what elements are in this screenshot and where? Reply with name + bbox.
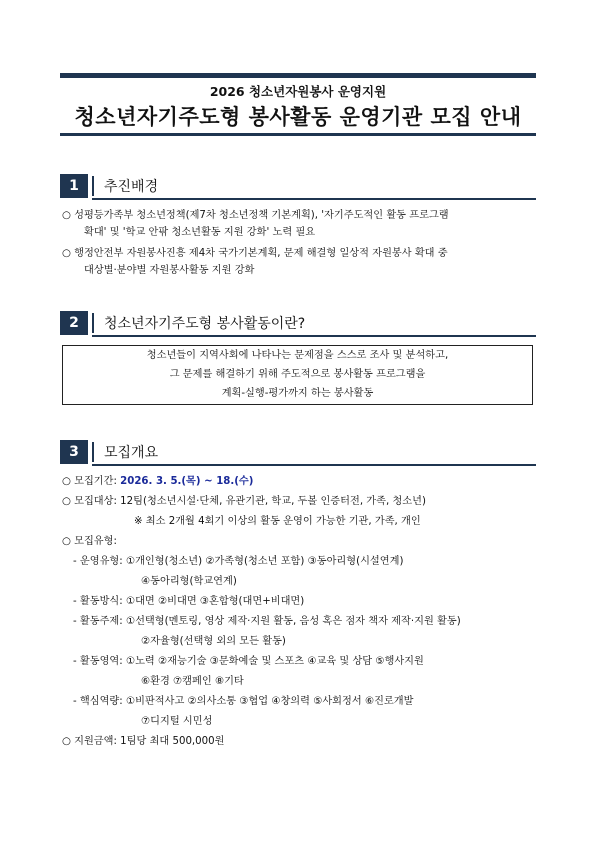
background-item-1-line-2: 확대' 및 '학교 안팎 청소년활동 지원 강화' 노력 필요 <box>84 227 316 238</box>
recruitment-target: ○ 모집대상: 12팀(청소년시설·단체, 유관기관, 학교, 두볼 인증터전, 가족, 청소년) <box>62 496 426 507</box>
section-2-label: 청소년자기주도형 봉사활동이란? <box>104 316 306 332</box>
recruitment-target-note: ※ 최소 2개월 4회기 이상의 활동 운영이 가능한 기관, 가족, 개인 <box>134 516 421 527</box>
section-3-header <box>92 440 536 466</box>
doc-subtitle: 2026 청소년자원봉사 운영지원 <box>209 84 387 99</box>
header-bottom-rule <box>60 133 536 136</box>
section-2-header <box>92 311 536 337</box>
definition-line-3: 계획-실행-평가까지 하는 봉사활동 <box>221 388 374 399</box>
activity-subject-line-2: ②자율형(선택형 외의 모든 활동) <box>141 636 286 647</box>
recruitment-period-label: ○ 모집기간: <box>62 476 121 487</box>
section-2-number: 2 <box>60 311 88 335</box>
section-divider <box>92 313 94 333</box>
recruitment-types-header: ○ 모집유형: <box>62 536 117 547</box>
activity-area-line-2: ⑥환경 ⑦캠페인 ⑧기타 <box>141 676 244 687</box>
section-3-label: 모집개요 <box>104 445 159 461</box>
section-3-number: 3 <box>60 440 88 464</box>
activity-subject-line-1: - 활동주제: ①선택형(멘토링, 영상 제작·지원 활동, 음성 혹은 점자 책자 제작·지원 활동) <box>73 616 461 627</box>
background-item-2-line-2: 대상별·분야별 자원봉사활동 지원 강화 <box>84 265 255 276</box>
background-item-2-line-1: ○ 행정안전부 자원봉사진흥 제4차 국가기본계획, 문제 해결형 일상적 자원봉사 확대 중 <box>62 248 448 259</box>
section-divider <box>92 442 94 462</box>
definition-line-1: 청소년들이 지역사회에 나타나는 문제점을 스스로 조사 및 분석하고, <box>146 350 449 361</box>
activity-area-line-1: - 활동영역: ①노력 ②재능기술 ③문화예술 및 스포츠 ④교육 및 상담 ⑤행사지원 <box>73 656 424 667</box>
support-amount: ○ 지원금액: 1팀당 최대 500,000원 <box>62 736 225 747</box>
operation-type-line-1: - 운영유형: ①개인형(청소년) ②가족형(청소년 포함) ③동아리형(시설연계) <box>73 556 404 567</box>
section-divider <box>92 176 94 196</box>
background-item-1-line-1: ○ 성평등가족부 청소년정책(제7차 청소년정책 기본계획), '자기주도적인 활동 프로그램 <box>62 210 449 221</box>
operation-type-line-2: ④동아리형(학교연계) <box>141 576 237 587</box>
section-1-header <box>92 174 536 200</box>
header-top-rule <box>60 73 536 78</box>
recruitment-period-value: 2026. 3. 5.(목) ~ 18.(수) <box>120 476 254 487</box>
recruitment-period <box>62 475 253 489</box>
activity-method: - 활동방식: ①대면 ②비대면 ③혼합형(대면+비대면) <box>73 596 305 607</box>
doc-title: 청소년자기주도형 봉사활동 운영기관 모집 안내 <box>74 105 522 129</box>
core-competency-line-1: - 핵심역량: ①비판적사고 ②의사소통 ③협업 ④창의력 ⑤사회정서 ⑥진로개발 <box>73 696 414 707</box>
core-competency-line-2: ⑦디지털 시민성 <box>141 716 213 727</box>
definition-box <box>62 345 533 405</box>
section-1-number: 1 <box>60 174 88 198</box>
section-1-label: 추진배경 <box>104 179 159 195</box>
definition-line-2: 그 문제를 해결하기 위해 주도적으로 봉사활동 프로그램을 <box>169 369 426 380</box>
